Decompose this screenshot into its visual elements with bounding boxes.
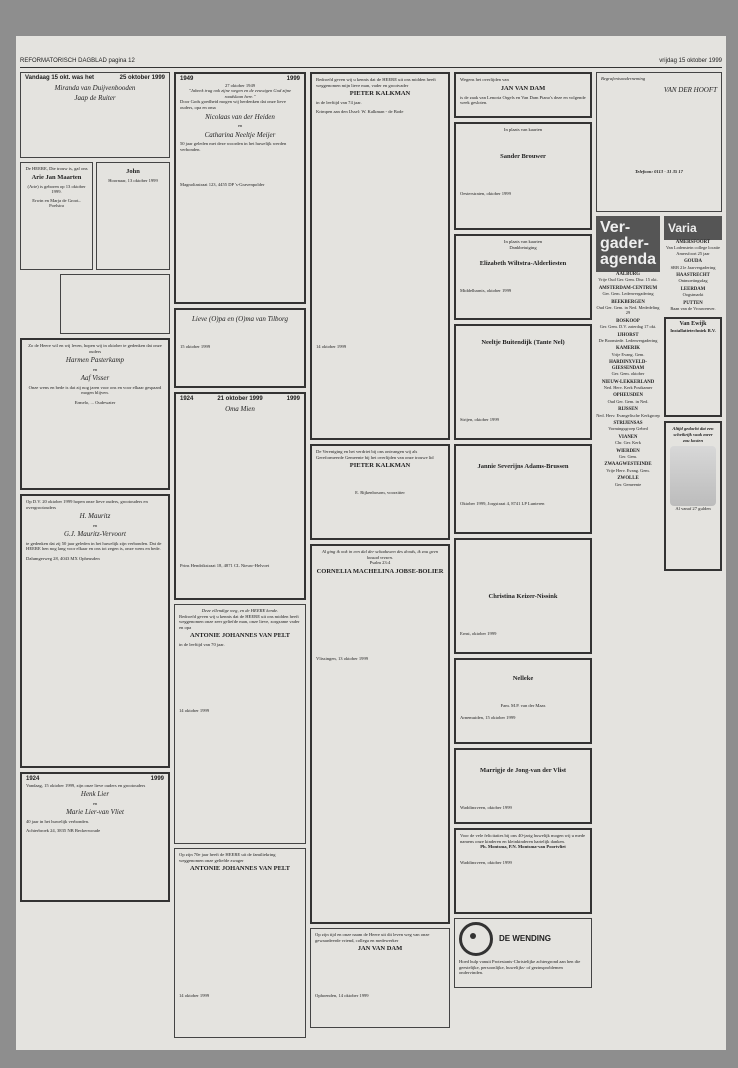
obituary-kalkman-2 xyxy=(310,444,450,540)
name: Jannie Severijns Adams-Brussen xyxy=(477,463,569,470)
agenda-text: Ned. Herv. Kerk Postkamer xyxy=(603,384,653,390)
ann-title: Zo de Heere wil en wij leven, hopen wij in oktober te gedenken dat onze ouders xyxy=(28,343,162,354)
text: De Vereniging en het verdriet bij ons ontvangen wij als Gereformeerde Gemeente bij het overlijden van onze trouwe lid xyxy=(316,449,434,460)
notice-de-jong xyxy=(454,748,592,824)
agenda-text: Ger. Gem. Ledenvergadering xyxy=(602,291,654,297)
name: JAN VAN DAM xyxy=(357,945,403,953)
parents: Erwin en Marja de Groot–Poelstra xyxy=(32,197,81,209)
name: CORNELIA MACHELINA JOBSE-BOLIER xyxy=(316,567,444,575)
agenda-place: BOSKOOP xyxy=(616,318,640,324)
agenda-text: Ontmoetingsdag xyxy=(678,278,708,284)
announcement-birth xyxy=(20,162,93,270)
addr: Waddinxveen, oktober 1999 xyxy=(460,859,512,865)
agenda-place: ZWOLLE xyxy=(617,476,639,482)
column-4 xyxy=(454,72,592,1038)
date: 15 oktober 1999 xyxy=(180,343,211,349)
agenda-place: BEEKBERGEN xyxy=(611,299,645,305)
ad-brand: VAN DER HOOFT xyxy=(663,85,717,94)
agenda-place: AMERSFOORT xyxy=(675,240,711,245)
name: Nelleke xyxy=(512,675,534,682)
agenda-item xyxy=(596,435,660,446)
agenda-text: Chr. Ger. Kerk xyxy=(615,440,641,446)
ref: Psalm 23:4 xyxy=(369,560,391,566)
agenda-item xyxy=(664,301,722,312)
agenda-item xyxy=(596,319,660,330)
intro: Wegens het overlijden van xyxy=(460,77,509,82)
ann3-name2: Marie Lier-van Vliet xyxy=(66,808,124,817)
text: Op zijn tijd en onze naam de Heere uit dit leven weg van onze gewaardeerde vriend, collega en medewerker xyxy=(315,932,430,943)
column-2 xyxy=(174,72,306,1038)
text2: 50 jaar geleden met deze woorden in het huwelijk werden verbonden. xyxy=(180,141,287,152)
yr-r: 1999 xyxy=(286,396,300,402)
newspaper-page xyxy=(16,36,726,1050)
ad-de-wending xyxy=(454,918,592,988)
agenda-place: LEERDAM xyxy=(680,286,706,292)
agenda-text: Ger. Gemeente xyxy=(614,481,642,487)
agenda-place: NIEUW-LEKKERLAND xyxy=(601,379,655,385)
notice-montsma xyxy=(454,828,592,914)
ann3-addr: Achterbroek 24, 3835 NB Beckerwoude xyxy=(26,828,101,834)
column-3 xyxy=(310,72,450,1038)
text: Op zijn 70e jaar heeft de HEERE uit de familiekring weggenomen onze geliefde zwager xyxy=(179,852,276,863)
ann3-en: en xyxy=(92,800,98,806)
agenda-text: Oud Ger. Gem. in Ned. xyxy=(607,398,649,404)
sign: E. Rijkenbosom, voorzitter xyxy=(355,490,405,496)
agenda-place: PUTTEN xyxy=(683,300,703,306)
ann-text: Onze wens en bede is dat zij nog jaren voor ons en voor elkaar gespaard mogen blijven. xyxy=(28,384,162,396)
obituary-van-dam xyxy=(310,928,450,1028)
agenda-item xyxy=(664,287,722,298)
agenda-item xyxy=(596,333,660,344)
name: Lieve (O)pa en (O)ma van Tilborg xyxy=(192,315,288,323)
agenda-place: IJHORST xyxy=(617,332,639,338)
age: in de leeftijd van 74 jaar. xyxy=(316,100,362,106)
text: Hoed hulp vanuit Protestants-Christelijke achtergrond aan hen die geestelijke, persoonlijke, huwelijks- of gezinsproblemen ondervinden. xyxy=(459,959,581,976)
date: 27 oktober 1949 xyxy=(224,82,256,88)
name: ANTONIE JOHANNES VAN PELT xyxy=(190,632,290,640)
name: PIETER KALKMAN xyxy=(349,90,411,98)
varia-title: Varia xyxy=(664,216,722,240)
agenda-text: Oud Ger. Gem. in Ned. Mededeling 29 xyxy=(596,305,660,316)
announcement-john xyxy=(96,162,170,270)
agenda-place: OPHEUSDEN xyxy=(613,393,643,399)
addr: Waddinxveen, oktober 1999 xyxy=(460,805,512,810)
agenda-item xyxy=(596,300,660,316)
announcement-anniversary-3 xyxy=(20,772,170,902)
yr-l: 1949 xyxy=(180,76,194,82)
text: Bedroefd geven wij u kennis dat de HEERE uit ons midden heeft weggenomen onze zeer geliefde man, onze lieve, zorgzame vader en opa xyxy=(179,613,300,630)
name: JAN VAN DAM xyxy=(500,84,546,92)
ann2-name1: H. Mauritz xyxy=(79,512,111,521)
baby-name: Arie Jan Maarten xyxy=(31,173,82,181)
birth-title: De HEERE, Die trouw is, gaf ons xyxy=(25,166,88,171)
yr-l: 1924 xyxy=(26,776,40,782)
name: Neeltje Buitendijk (Tante Nel) xyxy=(481,339,565,346)
agenda-text: SRB 21e Jaarvergadering xyxy=(670,264,716,270)
quote: Deze ellendige weg, en de HEERE kende. xyxy=(201,608,279,613)
agenda-place: VIANEN xyxy=(618,434,638,440)
agenda-item xyxy=(596,286,660,297)
place: Krimpen aan den IJssel: W. Kalkman - de Bode xyxy=(316,108,404,114)
announcement-anniversary-1 xyxy=(20,338,170,490)
header-left: REFORMATORISCH DAGBLAD pagina 12 xyxy=(20,58,135,64)
ann-name1: Harmen Pasterkamp xyxy=(65,356,125,365)
agenda-item xyxy=(596,393,660,404)
agenda-place: WIERDEN xyxy=(616,448,640,454)
ad2-foot: Al vanaf 27 gulden xyxy=(675,506,711,512)
sub: Dankbetuiging xyxy=(509,244,537,250)
agenda-text: Vrije Oud Ger. Gem. Dtsr. 15 okt. xyxy=(598,277,658,283)
agenda-item xyxy=(596,421,660,432)
agenda-item xyxy=(664,240,722,256)
quote: "Jabeek trug ook zijne wegen en de eeuwigen God zijne raadslaan here." xyxy=(188,88,292,99)
name: Ph. Montsma, P.N. Montsma-van Poortvliet xyxy=(480,844,566,850)
agenda-place: HAASTRECHT xyxy=(676,273,710,279)
announcement-tilborg xyxy=(174,308,306,388)
intro: In plaats van kaarten xyxy=(503,127,543,132)
yr-r: 1999 xyxy=(150,776,164,782)
agenda-text: Ger. Gem. oktober xyxy=(611,371,645,377)
addr: Strijen, oktober 1999 xyxy=(460,417,499,422)
brand: DE WENDING xyxy=(499,934,551,944)
ann2-intro: Op D.V. 20 oktober 1999 hopen onze lieve ouders, grootouders en overgrootouders xyxy=(26,499,148,510)
yr-l: 1924 xyxy=(180,396,194,402)
addr: Oktober 1999, Jorgstraat 4, 8741 LP Lunteren xyxy=(460,501,545,506)
agenda-text: Ned. Herv. Evangelische Kerkgroep xyxy=(596,412,660,418)
ann-addr: Ermelo, ... Oudewater xyxy=(74,399,116,405)
date: 14 oktober 1999 xyxy=(179,993,210,999)
line2: 25 oktober 1999 xyxy=(119,75,165,81)
agenda-item xyxy=(596,462,660,473)
agenda-text: Ger. Gem. D.V. zaterdag 17 okt. xyxy=(599,324,657,330)
header-right: vrijdag 15 oktober 1999 xyxy=(659,58,722,64)
announcement-engagement xyxy=(20,72,170,158)
varia-list xyxy=(664,240,722,311)
agenda-text: Ger. Gem. xyxy=(618,453,638,459)
text: Door Gods goedheid mogen wij herdenken dat onze lieve ouders, opa en oma xyxy=(180,99,286,110)
addr: Middelharnis, oktober 1999 xyxy=(460,288,512,294)
age: in de leeftijd van 70 jaar. xyxy=(179,642,225,648)
handwritten-card xyxy=(60,274,170,334)
agenda-text: De Boonstede. Ledenvergadering xyxy=(598,338,658,344)
name: PIETER KALKMAN xyxy=(349,462,411,470)
addr: Ernst, oktober 1999 xyxy=(460,631,497,636)
birth-date: (Arie) is geboren op 13 oktober 1999. xyxy=(27,183,86,195)
announcement-anniversary-2 xyxy=(20,494,170,768)
ad1-head: Van Ewijk xyxy=(679,321,707,328)
date: Vlissingen, 13 oktober 1999 xyxy=(316,655,369,661)
obituary-van-pelt xyxy=(174,604,306,844)
agenda-place: GOUDA xyxy=(684,259,702,265)
agenda-place: RIJSSEN xyxy=(618,407,638,413)
addr: Prins Hendrikstraat 18, 4871 CL Nieuw-Helvoet xyxy=(180,563,270,569)
names: Miranda van Duijvenbooden xyxy=(54,83,136,92)
intro: In plaats van kaarten xyxy=(503,239,543,244)
agenda-text: Baan van de Vrouwenver. xyxy=(670,306,716,312)
obituary-jobse xyxy=(310,544,450,924)
date: 21 oktober 1999 xyxy=(217,396,263,402)
notice-nelleke xyxy=(454,658,592,744)
john-date: Hoornaar, 13 oktober 1999 xyxy=(108,178,158,183)
agenda-item xyxy=(596,360,660,376)
notice-van-dam xyxy=(454,72,592,118)
addr: Magnoliastraat 123, 4455 DP 's-Gravenpolder xyxy=(180,182,265,188)
en: en xyxy=(237,123,243,129)
ann2-text: te gedenken dat zij 50 jaar geleden in het huwelijk zijn verbonden. Dat de HEERE hen nog lang voor elkaar en ons tot zegen is, onze wens en bede. xyxy=(26,540,162,552)
name2: Catharina Neeltje Meijer xyxy=(204,130,276,139)
announcement-oma-mien xyxy=(174,392,306,600)
ad-head: Begrafenisonderneming xyxy=(601,76,646,81)
notice-brouwer xyxy=(454,122,592,230)
john-name: John xyxy=(126,168,140,175)
notice-buitendijk xyxy=(454,324,592,440)
agenda-place: STRIJENSAS xyxy=(613,420,643,426)
announcement-vdheiden xyxy=(174,72,306,304)
date: Ophoenden, 14 oktober 1999 xyxy=(315,993,369,999)
agenda-place: ZWAAGWESTEINDE xyxy=(604,462,652,468)
agenda-item xyxy=(596,346,660,357)
ann2-en: en xyxy=(92,522,98,528)
agenda-title: Ver- gader- agenda xyxy=(596,216,660,272)
ann-name2: Aaf Visser xyxy=(80,374,110,383)
column-6 xyxy=(664,216,722,1038)
ann3-text2: 40 jaar in het huwelijk verbonden. xyxy=(26,818,90,824)
ad1-text: Installatietechniek B.V. xyxy=(670,328,716,334)
agenda-text: Vrije Herv. Evang. Gem. xyxy=(606,467,650,473)
notice-severijns xyxy=(454,444,592,534)
agenda-item xyxy=(596,476,660,487)
obituary-van-pelt-2 xyxy=(174,848,306,1038)
agenda-item xyxy=(664,273,722,284)
name: Christina Keizer-Nissink xyxy=(488,593,558,600)
agenda xyxy=(596,216,660,487)
agenda-item xyxy=(596,380,660,391)
ann3-text: Vandaag, 15 oktober 1999, zijn onze lieve ouders en grootouders xyxy=(26,782,146,788)
obituary-kalkman xyxy=(310,72,450,440)
date: 14 oktober 1999 xyxy=(179,707,210,713)
quote: Al ging ik ook in een dal der schaduwen des doods, ik zou geen kwaad vrezen. xyxy=(321,549,439,560)
name: Sander Brouwer xyxy=(500,152,546,160)
notice-wiltstra xyxy=(454,234,592,320)
line1: Vandaag 15 okt. was het xyxy=(25,75,95,81)
name: ANTONIE JOHANNES VAN PELT xyxy=(190,865,290,873)
wending-logo-icon xyxy=(459,922,493,956)
notice-keizer xyxy=(454,538,592,654)
bear-image xyxy=(670,446,716,506)
ann-en: en xyxy=(92,366,98,372)
names2: Jaap de Ruiter xyxy=(74,94,116,103)
agenda-place: KAMERIK xyxy=(616,346,640,352)
agenda-item xyxy=(596,272,660,283)
agenda-list xyxy=(596,272,660,487)
agenda-item xyxy=(664,259,722,270)
ann2-name2: G.J. Mauritz-Vervoort xyxy=(63,530,127,539)
ad-van-ewijk xyxy=(664,317,722,417)
column-1 xyxy=(20,72,170,1038)
ann3-name1: Henk Lier xyxy=(80,790,110,799)
page-header xyxy=(20,58,722,68)
agenda-item xyxy=(596,407,660,418)
agenda-text: Vrije Evang. Gem. xyxy=(611,351,645,357)
date: 14 oktober 1999 xyxy=(316,344,347,350)
ad-phone: Telefoon: 0113 - 31 35 17 xyxy=(635,169,683,175)
addr: Arnemuiden, 15 oktober 1999 xyxy=(460,714,516,720)
ad-bear xyxy=(664,421,722,571)
agenda-place: HARDINXVELD-GIESSENDAM xyxy=(609,360,647,371)
agenda-text: Van Lodenstein college locatie Amersfoort 25 jaar xyxy=(665,245,720,256)
agenda-place: AALBURG xyxy=(616,272,640,277)
name1: Nicolaas van der Heiden xyxy=(205,112,275,121)
ann2-addr: Dalumgerweg 28, 4043 MX Opheusden xyxy=(26,555,100,561)
addr: Oesterstraten, oktober 1999 xyxy=(460,190,511,196)
name: Oma Mien xyxy=(225,404,255,413)
agenda-text: Vormingsgroep Gebed xyxy=(608,426,648,432)
text: Bedroefd geven wij u kennis dat de HEERE uit ons midden heeft weggenomen mijn lieve man, vader en grootvader xyxy=(316,77,436,88)
ad-van-der-hooft xyxy=(596,72,722,212)
name: Marrigje de Jong-van der Vlist xyxy=(479,767,567,774)
text: Voor de vele felicitaties bij ons 40-jarig huwelijk mogen wij u mede namens onze kinderen en kleinkinderen hartelijk danken. xyxy=(460,833,586,844)
ad2-head: Altijd gedacht dat een scheikrijk vaak meer zou kosten xyxy=(672,426,714,443)
agenda-item xyxy=(596,449,660,460)
name: Elizabeth Wiltstra-Alderliesten xyxy=(479,260,567,268)
text: is de zaak van Lenoria Orgels en Van Dam Piano's deze en volgende week gesloten. xyxy=(460,94,586,106)
agenda-text: Oogstmarkt xyxy=(682,292,704,298)
agenda-place: AMSTERDAM-CENTRUM xyxy=(598,285,658,291)
yr-r: 1999 xyxy=(286,76,300,82)
sign: Fam. M.P. van der Maas xyxy=(500,703,546,708)
